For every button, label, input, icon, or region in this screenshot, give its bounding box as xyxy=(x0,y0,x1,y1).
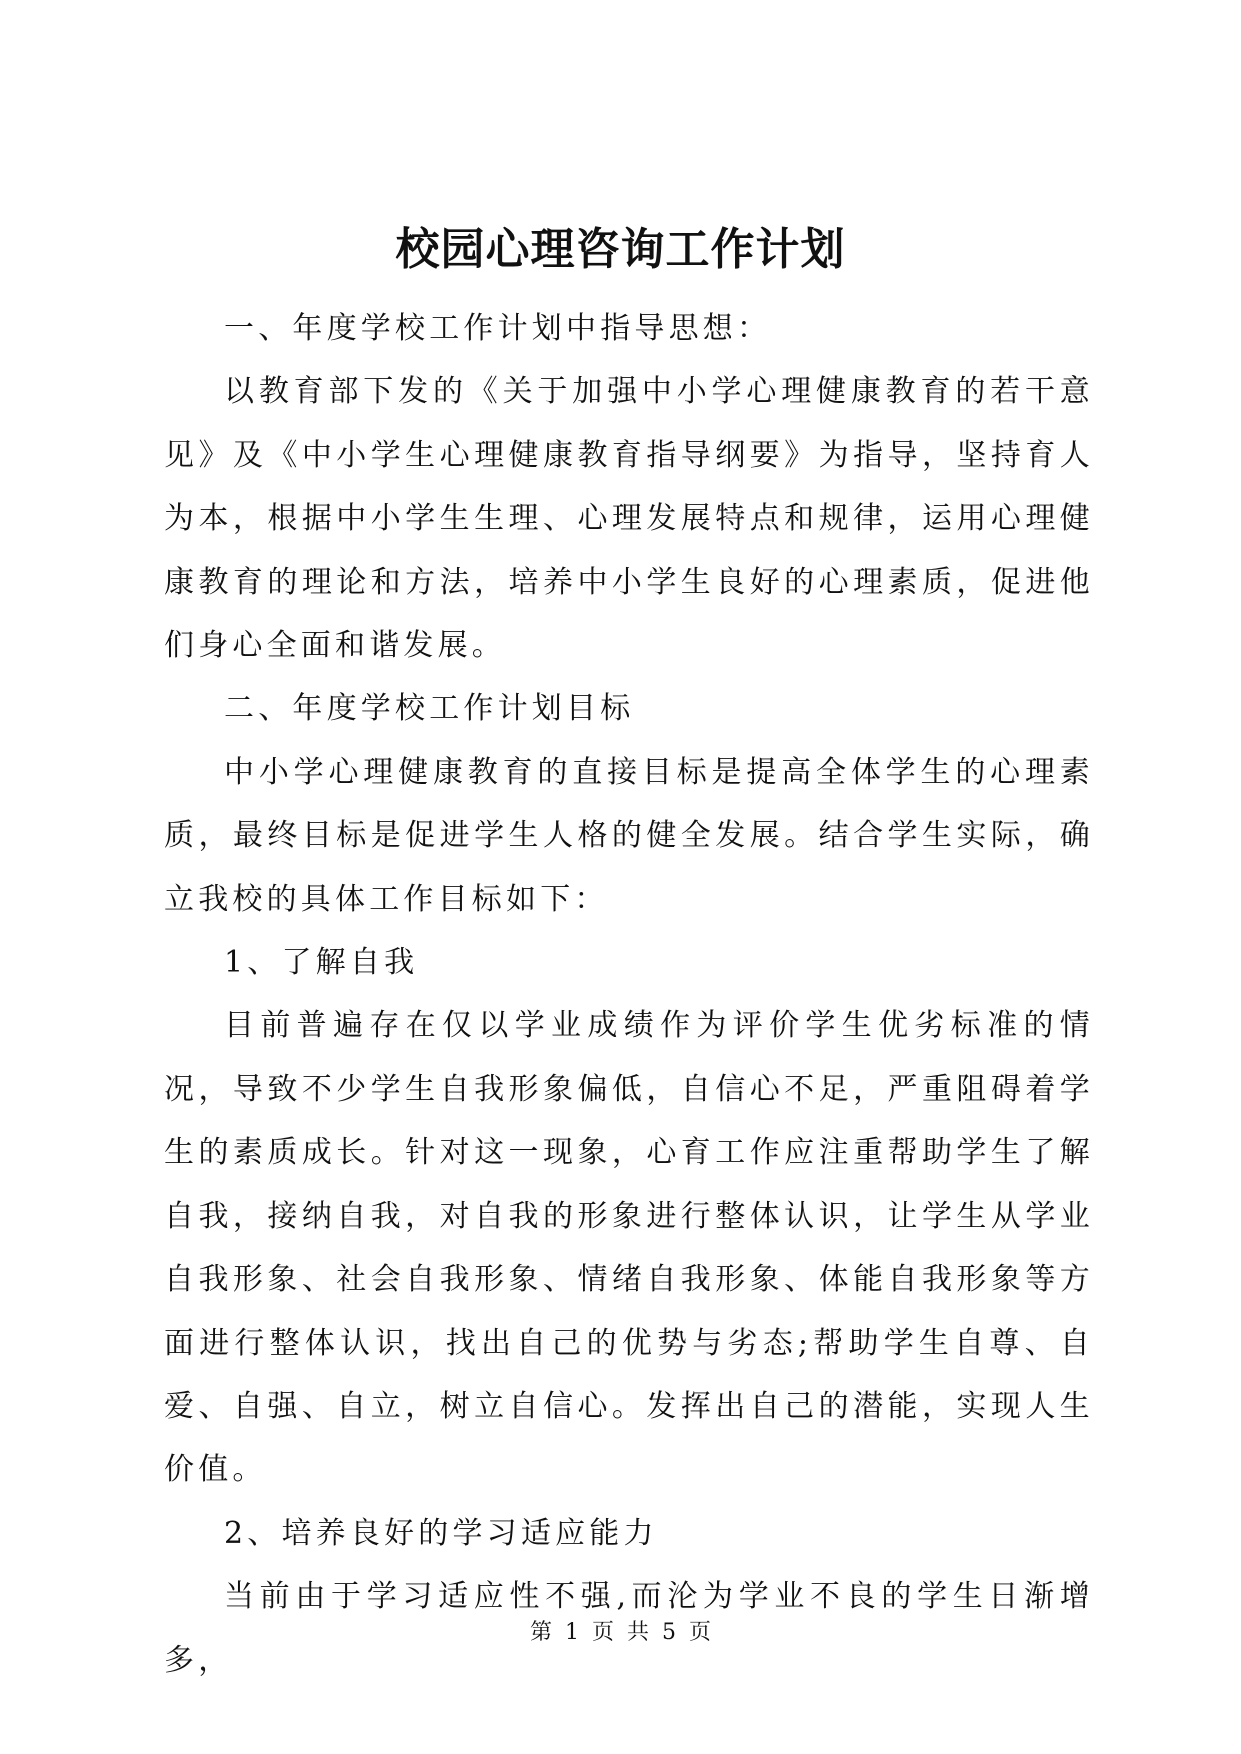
subsection-heading: 2、培养良好的学习适应能力 xyxy=(224,1515,658,1551)
body-paragraph: 当前由于学习适应性不强,而沦为学业不良的学生日渐增多， xyxy=(164,1579,1094,1678)
document-body xyxy=(164,297,1094,1692)
document-title: 校园心理咨询工作计划 xyxy=(395,224,846,275)
body-paragraph: 中小学心理健康教育的直接目标是提高全体学生的心理素质，最终目标是促进学生人格的健全发展。结合学生实际，确立我校的具体工作目标如下： xyxy=(164,754,1094,917)
section-heading: 二、年度学校工作计划目标 xyxy=(224,691,635,727)
body-paragraph: 目前普遍存在仅以学业成绩作为评价学生优劣标准的情况，导致不少学生自我形象偏低，自信心不足，严重阻碍着学生的素质成长。针对这一现象，心育工作应注重帮助学生了解自我，接纳自我，对自我的形象进行整体认识，让学生从学业自我形象、社会自我形象、情绪自我形象、体能自我形象等方面进行整体认识，找出自己的优势与劣态;帮助学生自尊、自爱、自强、自立，树立自信心。发挥出自己的潜能，实现人生价值。 xyxy=(164,1008,1094,1488)
body-paragraph: 以教育部下发的《关于加强中小学心理健康教育的若干意见》及《中小学生心理健康教育指导纲要》为指导，坚持育人为本，根据中小学生生理、心理发展特点和规律，运用心理健康教育的理论和方法，培养中小学生良好的心理素质，促进他们身心全面和谐发展。 xyxy=(164,374,1094,664)
subsection-heading: 1、了解自我 xyxy=(224,945,419,981)
section-heading: 一、年度学校工作计划中指导思想： xyxy=(224,311,772,346)
page-number-footer: 第 1 页 共 5 页 xyxy=(530,1620,711,1645)
